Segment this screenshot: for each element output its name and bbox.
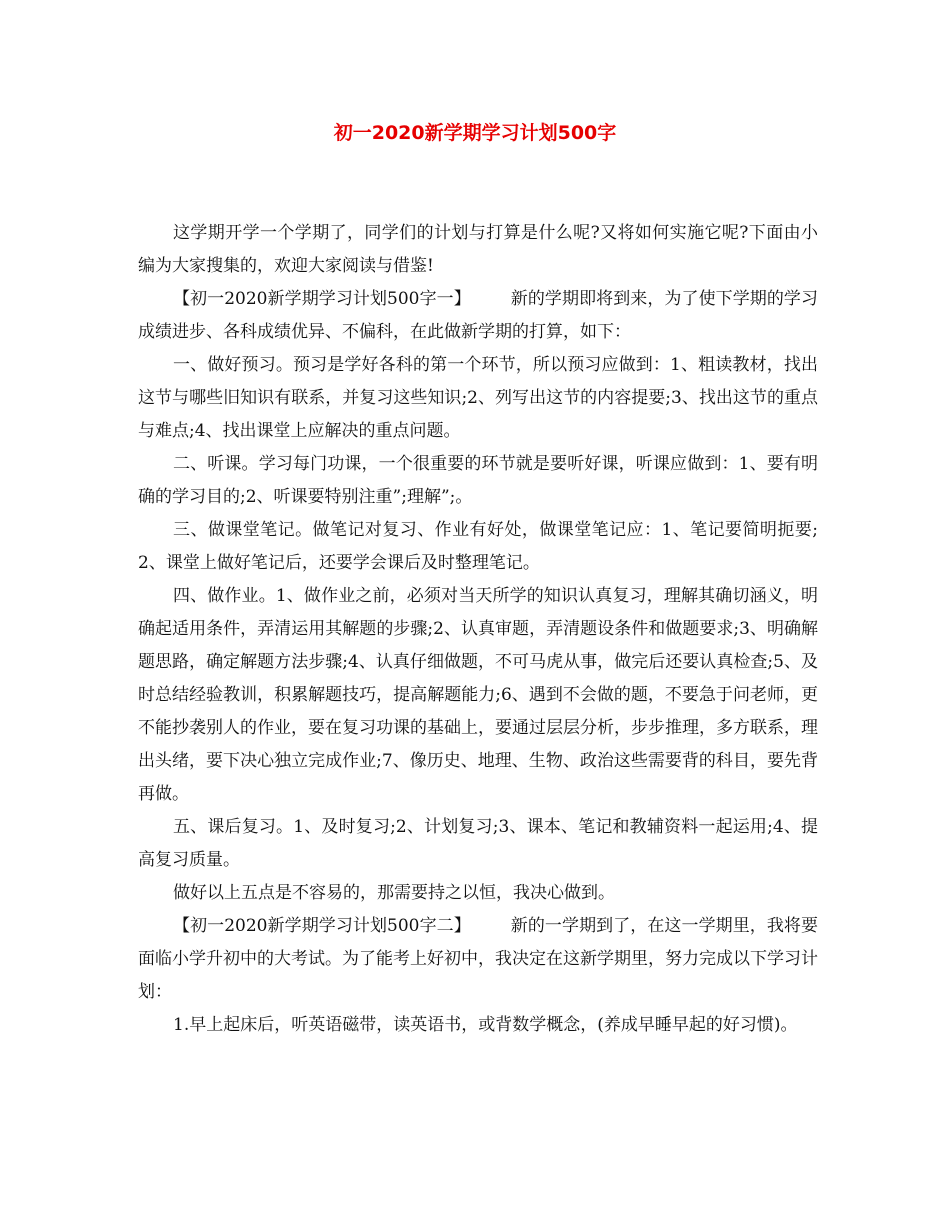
paragraph-text: 四、做作业。1、做作业之前，必须对当天所学的知识认真复习，理解其确切涵义，明确起适用条件，弄清运用其解题的步骤;2、认真审题，弄清题设条件和做题要求;3、明确解题思路，确定解题方法步骤;4、认真仔细做题，不可马虎从事，做完后还要认真检查;5、及时总结经验教训，积累解题技巧，提高解题能力;6、遇到不会做的题，不要急于问老师，更不能抄袭别人的作业，要在复习功课的基础上，要通过层层分析，步步推理，多方联系，理出头绪，要下决心独立完成作业;7、像历史、地理、生物、政治这些需要背的科目，要先背再做。 bbox=[138, 586, 818, 804]
paragraph-text: 这学期开学一个学期了，同学们的计划与打算是什么呢?又将如何实施它呢?下面由小编为大家搜集的，欢迎大家阅读与借鉴! bbox=[138, 223, 818, 276]
paragraph-review bbox=[138, 811, 818, 877]
paragraph-preview bbox=[138, 349, 818, 448]
paragraph-plan-one bbox=[138, 283, 818, 349]
paragraph-text: 三、做课堂笔记。做笔记对复习、作业有好处，做课堂笔记应：1、笔记要简明扼要;2、课堂上做好笔记后，还要学会课后及时整理笔记。 bbox=[138, 520, 818, 573]
paragraph-morning bbox=[138, 1009, 818, 1042]
paragraph-conclusion bbox=[138, 877, 818, 910]
paragraph-plan-two bbox=[138, 910, 818, 1009]
paragraph-text: 五、课后复习。1、及时复习;2、计划复习;3、课本、笔记和教辅资料一起运用;4、提高复习质量。 bbox=[138, 817, 818, 870]
paragraph-listening bbox=[138, 448, 818, 514]
paragraph-notes bbox=[138, 514, 818, 580]
paragraph-text: 1.早上起床后，听英语磁带，读英语书，或背数学概念，(养成早睡早起的好习惯)。 bbox=[173, 1015, 798, 1035]
paragraph-homework bbox=[138, 580, 818, 811]
paragraph-text: 一、做好预习。预习是学好各科的第一个环节，所以预习应做到：1、粗读教材，找出这节与哪些旧知识有联系，并复习这些知识;2、列写出这节的内容提要;3、找出这节的重点与难点;4、找出课堂上应解决的重点问题。 bbox=[138, 355, 818, 441]
paragraph-intro bbox=[138, 217, 818, 283]
document-title: 初一2020新学期学习计划500字 bbox=[333, 122, 617, 144]
paragraph-text: 新的学期即将到来，为了使下学期的学习成绩进步、各科成绩优异、不偏科，在此做新学期的打算，如下： bbox=[138, 289, 818, 342]
section-heading: 【初一2020新学期学习计划500字一】 bbox=[173, 289, 471, 309]
paragraph-text: 做好以上五点是不容易的，那需要持之以恒，我决心做到。 bbox=[173, 883, 615, 903]
section-heading: 【初一2020新学期学习计划500字二】 bbox=[173, 916, 471, 936]
paragraph-text: 二、听课。学习每门功课，一个很重要的环节就是要听好课，听课应做到：1、要有明确的学习目的;2、听课要特别注重”;理解”;。 bbox=[138, 454, 818, 507]
document-body bbox=[138, 217, 818, 1042]
paragraph-text: 新的一学期到了，在这一学期里，我将要面临小学升初中的大考试。为了能考上好初中，我决定在这新学期里，努力完成以下学习计划： bbox=[138, 916, 818, 1002]
